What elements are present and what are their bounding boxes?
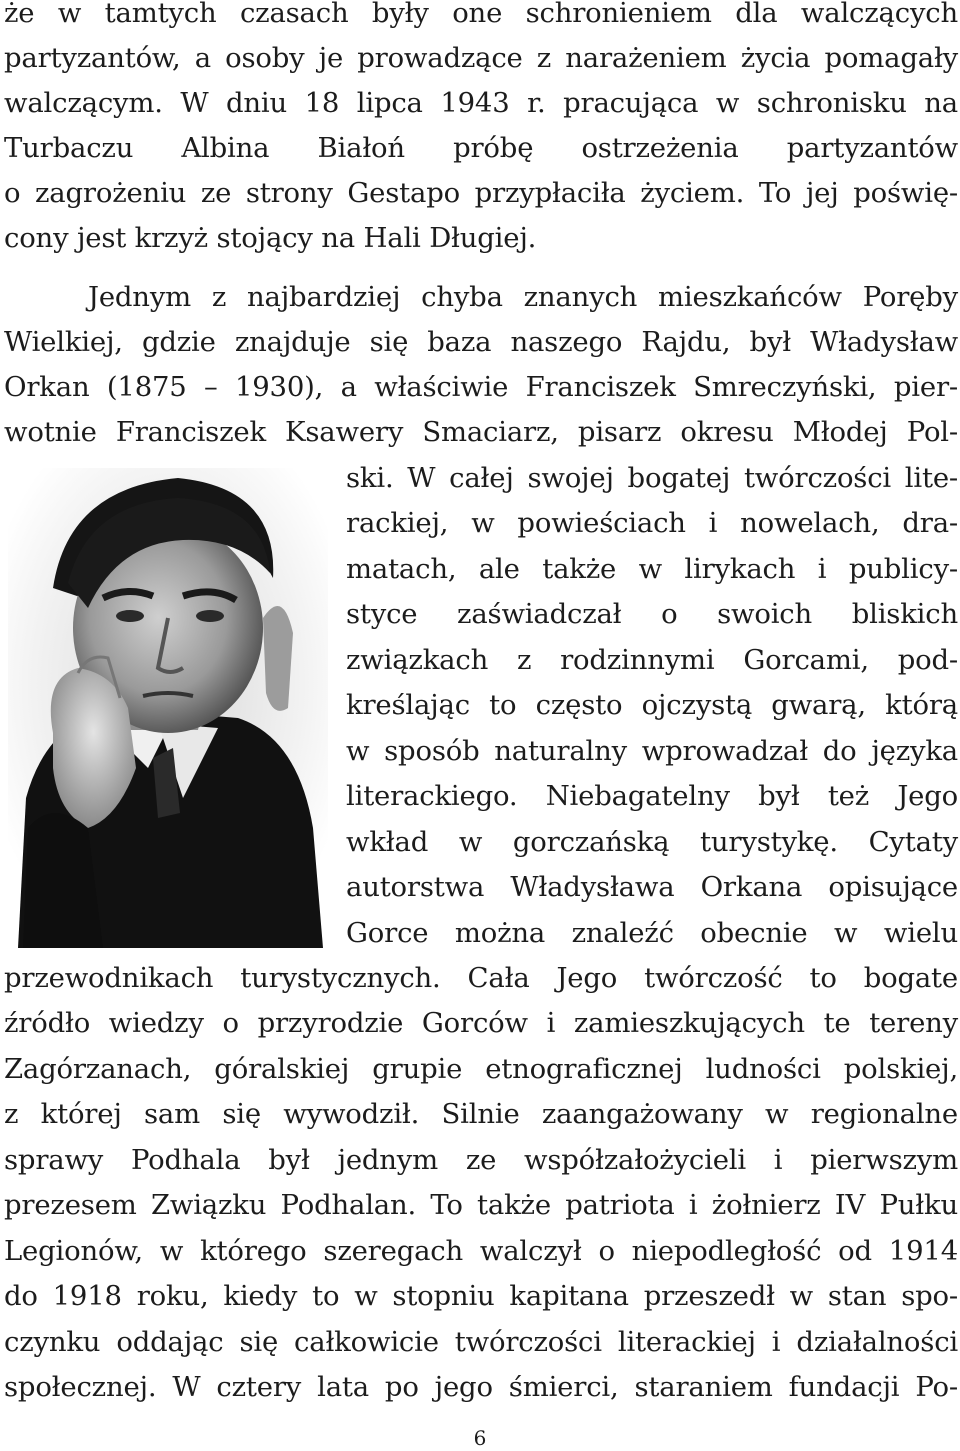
text-line: rackiej, w powieściach i nowelach, dra-	[346, 507, 958, 539]
text-line: Gorce można znaleźć obecnie w wielu	[346, 917, 958, 949]
text-line: czynku oddając się całkowicie twórczości literackiej i działalności	[4, 1326, 958, 1358]
page-number: 6	[473, 1426, 487, 1450]
text-line: matach, ale także w lirykach i publicy-	[346, 553, 958, 585]
text-line: w sposób naturalny wprowadzał do języka	[346, 735, 958, 767]
text-line: sprawy Podhala był jednym ze współzałożycieli i pierwszym	[4, 1144, 958, 1176]
text-line: kreślając to często ojczystą gwarą, którą	[346, 689, 958, 721]
text-line: walczącym. W dniu 18 lipca 1943 r. pracująca w schronisku na	[4, 87, 958, 119]
text-line: Turbaczu Albina Białoń próbę ostrzeżenia partyzantów	[4, 132, 958, 164]
text-line: związkach z rodzinnymi Gorcami, pod-	[346, 644, 958, 676]
text-line: źródło wiedzy o przyrodzie Gorców i zamieszkujących te tereny	[4, 1007, 958, 1039]
text-line: o zagrożeniu ze strony Gestapo przypłaciła życiem. To jej poświę-	[4, 177, 958, 209]
text-line: przewodnikach turystycznych. Cała Jego twórczość to bogate	[4, 962, 958, 994]
text-line: Jednym z najbardziej chyba znanych mieszkańców Poręby	[88, 281, 958, 313]
text-line: Wielkiej, gdzie znajduje się baza naszego Rajdu, był Władysław	[4, 326, 958, 358]
text-line: z której sam się wywodził. Silnie zaangażowany w regionalne	[4, 1098, 958, 1130]
text-line: Orkan (1875 – 1930), a właściwie Franciszek Smreczyński, pier-	[4, 371, 958, 403]
text-line: Zagórzanach, góralskiej grupie etnograficznej ludności polskiej,	[4, 1053, 958, 1085]
text-line: wotnie Franciszek Ksawery Smaciarz, pisarz okresu Młodej Pol-	[4, 416, 958, 448]
text-line: wkład w gorczańską turystykę. Cytaty	[346, 826, 958, 858]
text-line: ski. W całej swojej bogatej twórczości lite-	[346, 462, 958, 494]
text-line: partyzantów, a osoby je prowadzące z narażeniem życia pomagały	[4, 42, 958, 74]
text-line: Legionów, w którego szeregach walczył o niepodległość od 1914	[4, 1235, 958, 1267]
text-line: społecznej. W cztery lata po jego śmierci, staraniem fundacji Po-	[4, 1371, 958, 1403]
text-line: cony jest krzyż stojący na Hali Długiej.	[4, 222, 537, 254]
text-line: że w tamtych czasach były one schronieniem dla walczących	[4, 0, 958, 29]
text-line: autorstwa Władysława Orkana opisujące	[346, 871, 958, 903]
text-line: do 1918 roku, kiedy to w stopniu kapitana przeszedł w stan spo-	[4, 1280, 958, 1312]
portrait-photo	[8, 468, 328, 948]
text-line: styce zaświadczał o swoich bliskich	[346, 598, 958, 630]
text-line: prezesem Związku Podhalan. To także patriota i żołnierz IV Pułku	[4, 1189, 958, 1221]
text-line: literackiego. Niebagatelny był też Jego	[346, 780, 958, 812]
